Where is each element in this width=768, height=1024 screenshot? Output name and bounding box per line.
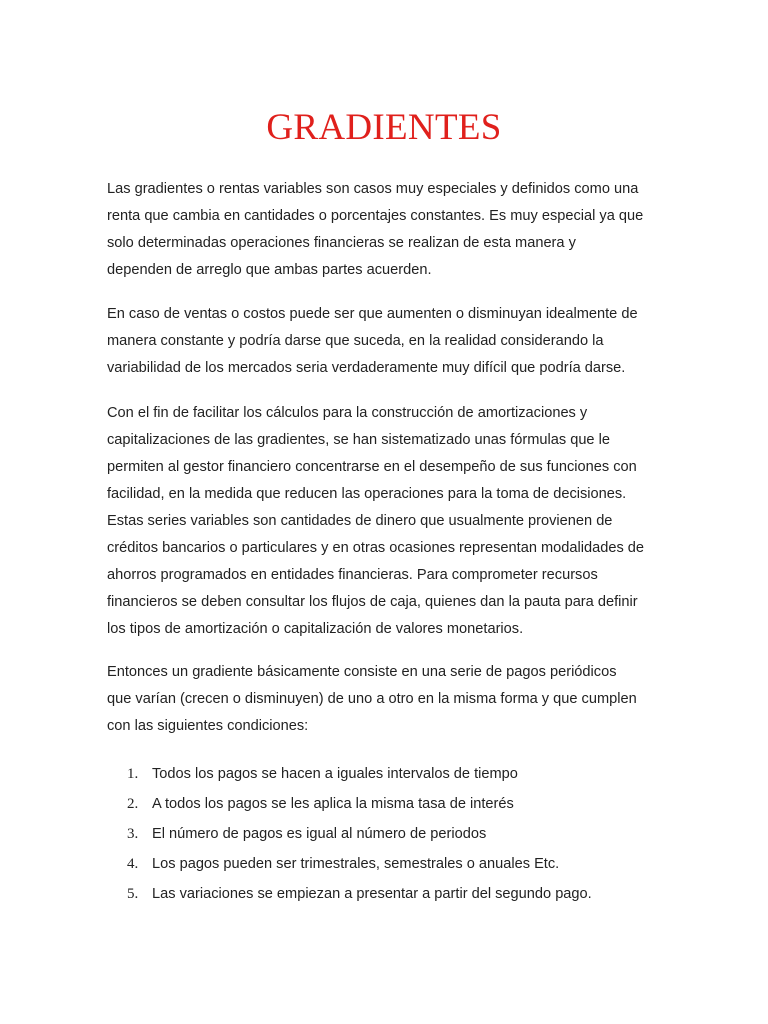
list-number: 1. [127, 766, 139, 782]
paragraph-line: Entonces un gradiente básicamente consiste en una serie de pagos periódicos [107, 664, 617, 680]
list-text: A todos los pagos se les aplica la misma tasa de interés [152, 796, 514, 812]
conditions-list [107, 759, 667, 909]
paragraph-line: facilidad, en la medida que reducen las operaciones para la toma de decisiones. [107, 486, 627, 502]
paragraph-line: financieros se deben consultar los flujos de caja, quienes dan la pauta para definir [107, 594, 638, 610]
list-text: El número de pagos es igual al número de periodos [152, 826, 487, 842]
list-item [107, 819, 667, 849]
paragraph-line: ahorros programados en entidades financieras. Para comprometer recursos [107, 567, 598, 583]
paragraph-line: manera constante y podría darse que suceda, en la realidad considerando la [107, 333, 604, 349]
list-text: Las variaciones se empiezan a presentar a partir del segundo pago. [152, 886, 592, 902]
paragraph-definition [107, 659, 667, 740]
list-item [107, 849, 667, 879]
paragraph-line: con las siguientes condiciones: [107, 718, 309, 734]
paragraph-line: Con el fin de facilitar los cálculos para la construcción de amortizaciones y [107, 405, 588, 421]
paragraph-sales-costs [107, 301, 667, 382]
paragraph-formulas [107, 400, 667, 643]
paragraph-line: Estas series variables son cantidades de dinero que usualmente provienen de [107, 513, 613, 529]
paragraph-line: que varían (crecen o disminuyen) de uno a otro en la misma forma y que cumplen [107, 691, 637, 707]
paragraph-line: capitalizaciones de las gradientes, se han sistematizado unas fórmulas que le [107, 432, 610, 448]
paragraph-line: variabilidad de los mercados seria verdaderamente muy difícil que podría darse. [107, 360, 626, 376]
paragraph-line: renta que cambia en cantidades o porcentajes constantes. Es muy especial ya que [107, 208, 644, 224]
paragraph-intro [107, 176, 667, 284]
paragraph-line: Las gradientes o rentas variables son casos muy especiales y definidos como una [107, 181, 639, 197]
paragraph-line: permiten al gestor financiero concentrarse en el desempeño de sus funciones con [107, 459, 637, 475]
list-number: 4. [127, 856, 139, 872]
paragraph-line: solo determinadas operaciones financieras se realizan de esta manera y [107, 235, 576, 251]
list-number: 3. [127, 826, 139, 842]
paragraph-line: dependen de arreglo que ambas partes acuerden. [107, 262, 432, 278]
list-text: Todos los pagos se hacen a iguales intervalos de tiempo [152, 766, 518, 782]
list-number: 5. [127, 886, 139, 902]
paragraph-line: los tipos de amortización o capitalización de valores monetarios. [107, 621, 524, 637]
list-number: 2. [127, 796, 139, 812]
list-item [107, 759, 667, 789]
list-item [107, 879, 667, 909]
paragraph-line: En caso de ventas o costos puede ser que aumenten o disminuyan idealmente de [107, 306, 638, 322]
list-text: Los pagos pueden ser trimestrales, semestrales o anuales Etc. [152, 856, 560, 872]
list-item [107, 789, 667, 819]
paragraph-line: créditos bancarios o particulares y en otras ocasiones representan modalidades de [107, 540, 645, 556]
document-title: GRADIENTES [266, 107, 502, 148]
